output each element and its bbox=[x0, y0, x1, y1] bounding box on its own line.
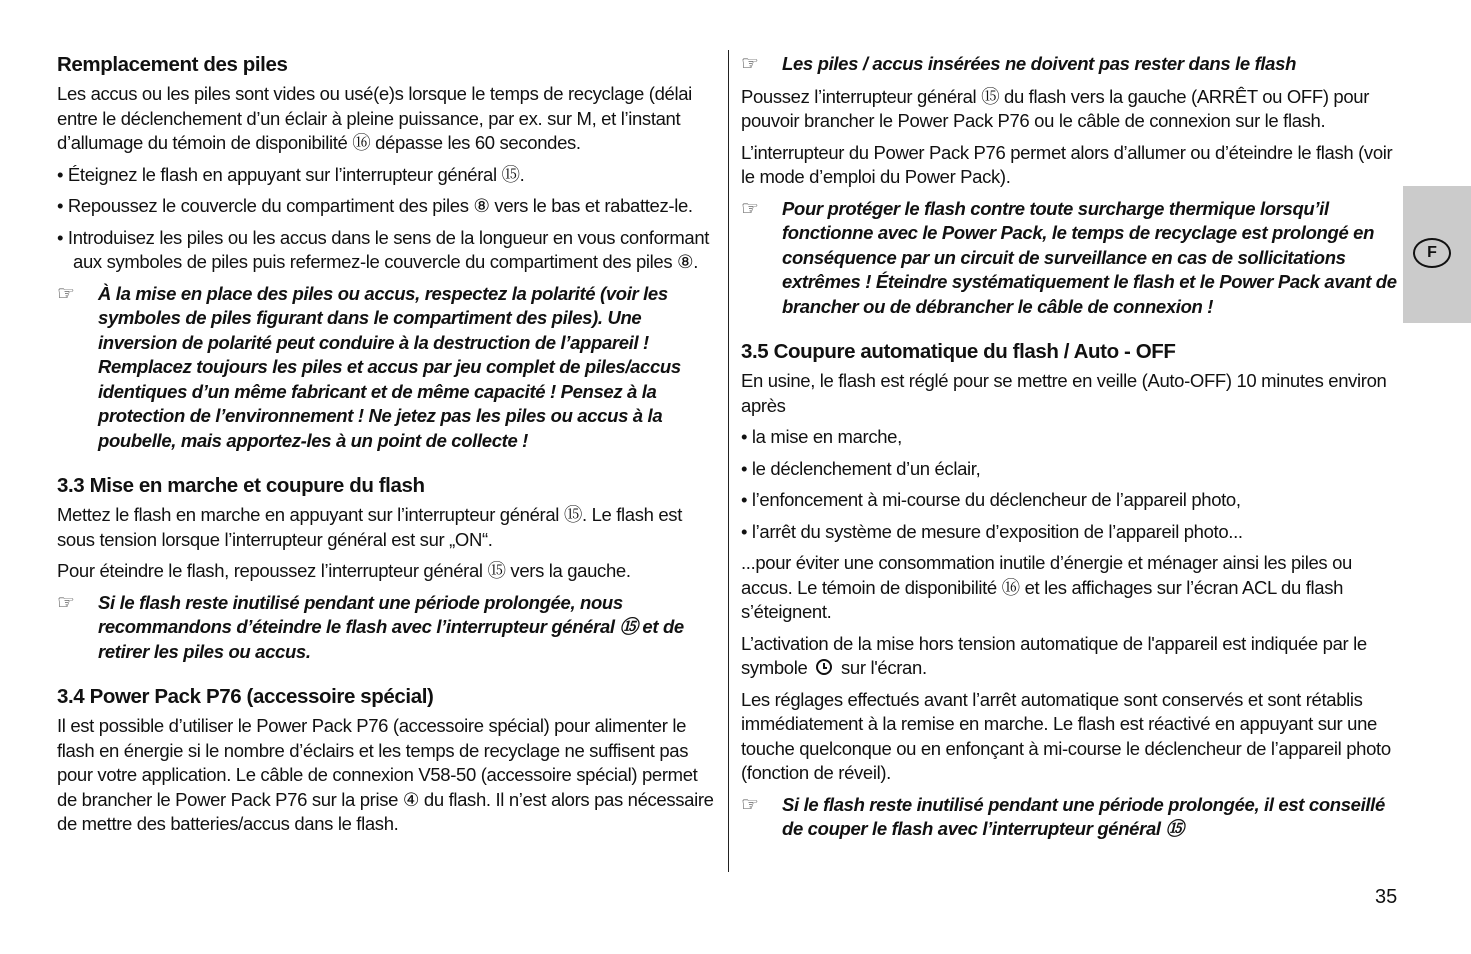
paragraph: Il est possible d’utiliser le Power Pack P76 (accessoire spécial) pour alimenter le flash en énergie si le nombre d’éclairs et les temps de recyclage ne suffisent pas pour votre application. Le câble de connexion V58-50 (accessoire spécial) permet de brancher le Power Pack P76 sur la prise ④ du flash. Il n’est alors pas nécessaire de mettre des batteries/accus dans le flash. bbox=[57, 715, 714, 834]
bullet-item: • Éteignez le flash en appuyant sur l’interrupteur général ⑮. bbox=[57, 163, 525, 185]
page-number: 35 bbox=[1375, 886, 1398, 908]
note-text: Si le flash reste inutilisé pendant une période prolongée, nous recommandons d’éteindre le flash avec l’interrupteur général ⑮ et de retirer les piles ou accus. bbox=[98, 591, 684, 662]
bullet-item: • Introduisez les piles ou les accus dans le sens de la longueur en vous conformant aux symboles de piles puis refermez-le couvercle du compartiment des piles ⑧. bbox=[57, 226, 710, 272]
warning-note bbox=[741, 197, 1401, 320]
note-text: Pour protéger le flash contre toute surcharge thermique lorsqu’il fonctionne avec le Power Pack, le temps de recyclage est prolongé en conséquence par un circuit de surveillance en cas de sollicitations extrêmes ! Éteindre systématiquement le flash et le Power Pack avant de brancher ou de débrancher le câble de connexion ! bbox=[782, 197, 1397, 317]
warning-note bbox=[741, 793, 1401, 842]
heading-section-3-4: 3.4 Power Pack P76 (accessoire spécial) bbox=[57, 685, 434, 708]
note-text: Si le flash reste inutilisé pendant une période prolongée, il est conseillé de couper le flash avec l’interrupteur général ⑮ bbox=[782, 793, 1385, 839]
bullet-item: • le déclenchement d’un éclair, bbox=[741, 457, 981, 479]
right-column bbox=[741, 52, 1401, 850]
auto-off-clock-icon bbox=[816, 659, 832, 675]
bullet-item: • la mise en marche, bbox=[741, 426, 902, 447]
paragraph: Les réglages effectués avant l’arrêt automatique sont conservés et sont rétablis immédiatement à la remise en marche. Le flash est réactivé en appuyant sur une touche quelconque ou en enfonçant à mi-course le déclencheur de l’appareil photo (fonction de réveil). bbox=[741, 688, 1391, 783]
paragraph: Les accus ou les piles sont vides ou usé(e)s lorsque le temps de recyclage (délai entre le déclenchement d’un éclair à pleine puissance, par ex. sur M, et l’instant d’allumage du témoin de disponibilité ⑯ dépasse les 60 secondes. bbox=[57, 83, 692, 153]
paragraph: En usine, le flash est réglé pour se mettre en veille (Auto-OFF) 10 minutes environ après bbox=[741, 370, 1387, 416]
bullet-item: • l’arrêt du système de mesure d’exposition de l’appareil photo... bbox=[741, 520, 1243, 542]
pointing-hand-icon: ☞ bbox=[57, 591, 75, 614]
paragraph: Pour éteindre le flash, repoussez l’interrupteur général ⑮ vers la gauche. bbox=[57, 560, 631, 581]
paragraph bbox=[741, 632, 1401, 681]
paragraph: ...pour éviter une consommation inutile d’énergie et ménager ainsi les piles ou accus. Le témoin de disponibilité ⑯ et les affichages sur l’écran ACL du flash s’éteignent. bbox=[741, 552, 1352, 622]
column-divider bbox=[728, 50, 729, 872]
paragraph-text: sur l'écran. bbox=[841, 657, 927, 678]
note-text: À la mise en place des piles ou accus, respectez la polarité (voir les symboles de piles figurant dans le compartiment des piles). Une inversion de polarité peut conduire à la destruction de l’appareil ! Remplacez toujours les piles et accus par jeu complet de piles/accus identiques d’un même fabricant et de même capacité ! Pensez à la protection de l’environnement ! Ne jetez pas les piles ou accus à la poubelle, mais apportez-les à un point de collecte ! bbox=[98, 282, 681, 451]
language-badge: F bbox=[1413, 238, 1451, 268]
heading-battery-replacement: Remplacement des piles bbox=[57, 53, 288, 76]
pointing-hand-icon: ☞ bbox=[741, 197, 759, 220]
paragraph: Poussez l’interrupteur général ⑮ du flash vers la gauche (ARRÊT ou OFF) pour pouvoir brancher le Power Pack P76 ou le câble de connexion sur le flash. bbox=[741, 85, 1370, 131]
heading-section-3-5: 3.5 Coupure automatique du flash / Auto - OFF bbox=[741, 340, 1176, 363]
paragraph-text: L’activation de la mise hors tension automatique de l'appareil est indiquée par le symbole bbox=[741, 632, 1367, 678]
pointing-hand-icon: ☞ bbox=[741, 793, 759, 816]
left-column bbox=[57, 52, 717, 844]
heading-section-3-3: 3.3 Mise en marche et coupure du flash bbox=[57, 474, 425, 497]
bullet-item: • l’enfoncement à mi-course du déclencheur de l’appareil photo, bbox=[741, 489, 1241, 510]
paragraph: Mettez le flash en marche en appuyant sur l’interrupteur général ⑮. Le flash est sous tension lorsque l’interrupteur général est sur „ON“. bbox=[57, 504, 682, 550]
pointing-hand-icon: ☞ bbox=[57, 282, 75, 305]
bullet-item: • Repoussez le couvercle du compartiment des piles ⑧ vers le bas et rabattez-le. bbox=[57, 195, 693, 216]
warning-note bbox=[57, 591, 717, 665]
warning-note bbox=[57, 282, 717, 454]
pointing-hand-icon: ☞ bbox=[741, 53, 759, 75]
paragraph: L’interrupteur du Power Pack P76 permet alors d’allumer ou d’éteindre le flash (voir le mode d’emploi du Power Pack). bbox=[741, 141, 1393, 187]
language-tab bbox=[1403, 186, 1471, 323]
warning-note bbox=[741, 52, 1401, 77]
note-text: Les piles / accus insérées ne doivent pas rester dans le flash bbox=[782, 53, 1297, 74]
